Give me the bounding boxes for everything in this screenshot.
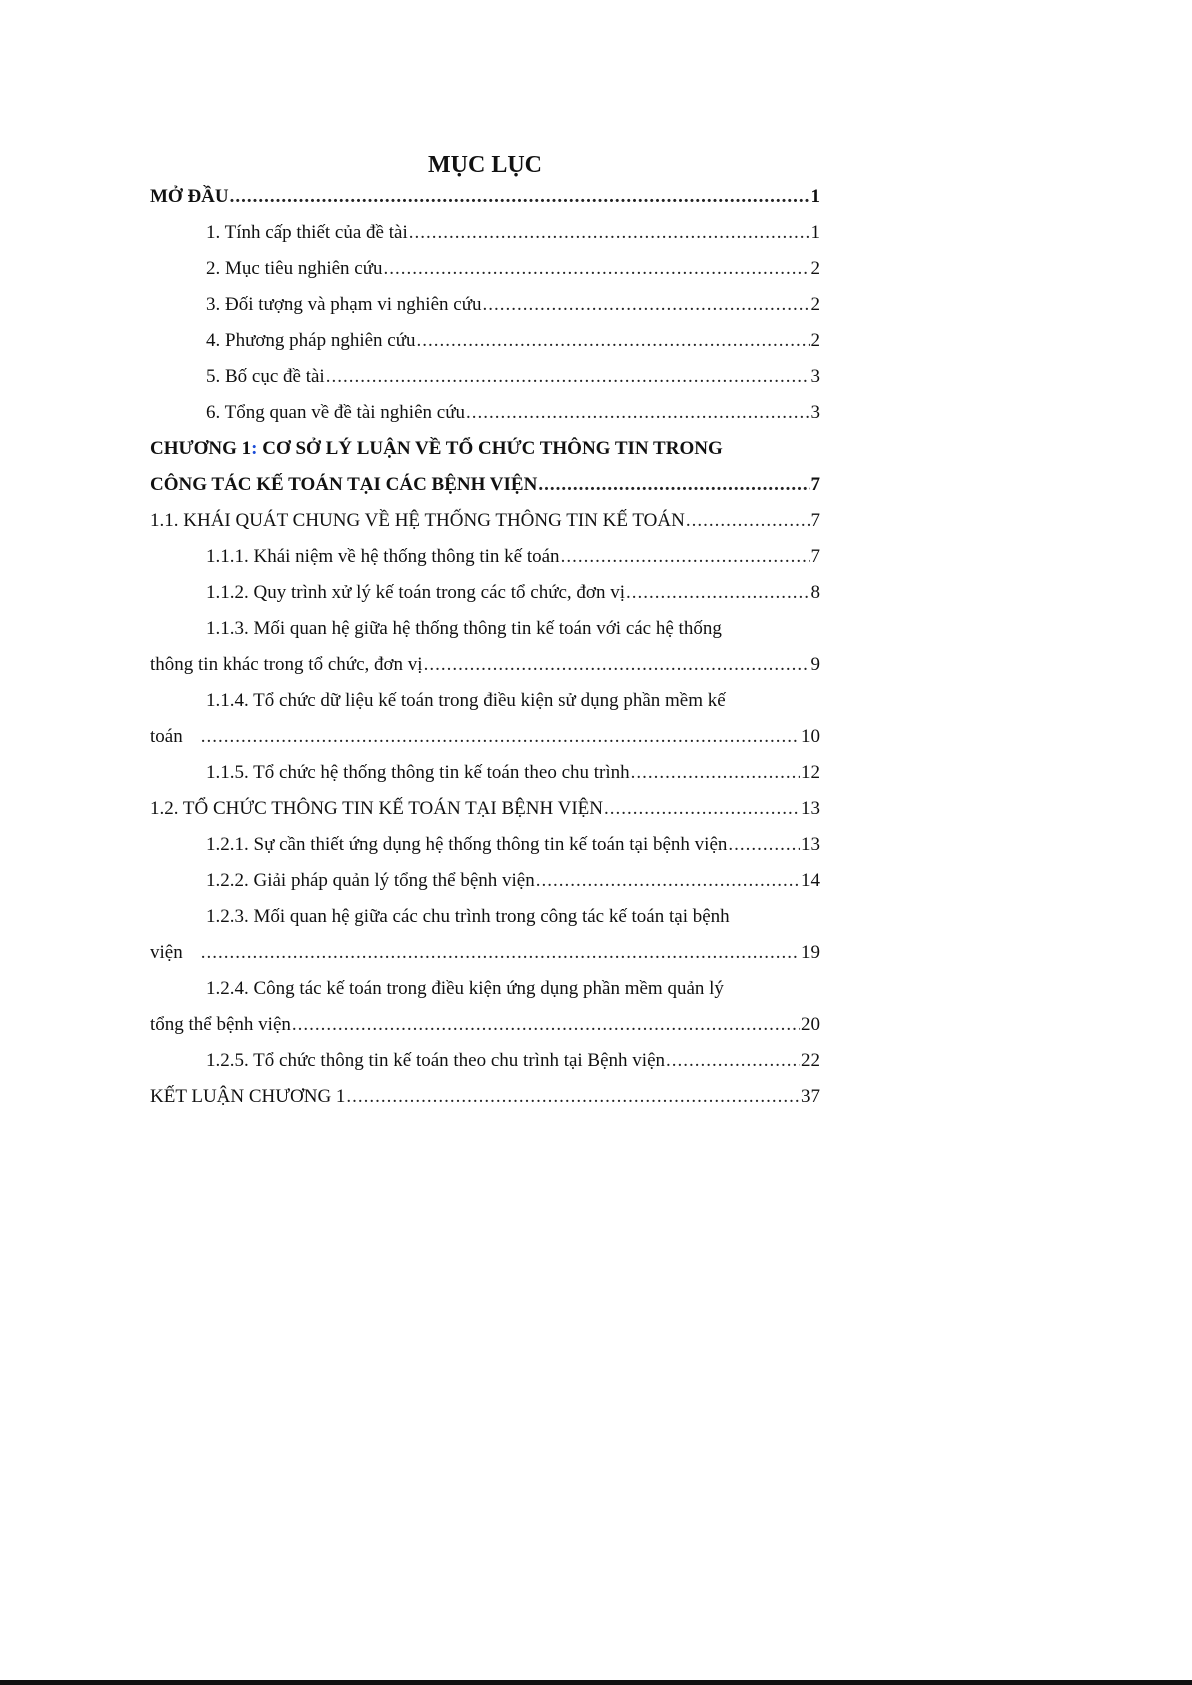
toc-page-number: 20 [801,1014,820,1035]
toc-entry[interactable] [150,1007,820,1043]
toc-entry-text: 1.2.4. Công tác kế toán trong điều kiện ứng dụng phần mềm quản lý [206,978,724,999]
dot-leader [728,827,800,863]
toc-entry-wrapped[interactable] [150,899,820,935]
toc-entry-text: 1.1.3. Mối quan hệ giữa hệ thống thông tin kế toán với các hệ thống [206,618,722,639]
toc-entry[interactable] [150,755,820,791]
dot-leader [561,539,810,575]
dot-leader [626,575,809,611]
toc-entry[interactable] [150,179,820,215]
toc-entry-text: KẾT LUẬN CHƯƠNG 1 [150,1086,346,1107]
dot-leader [631,755,800,791]
toc-entry[interactable] [150,467,820,503]
toc-entry-text: MỞ ĐẦU [150,186,229,207]
toc-entry-text [150,431,723,467]
dot-leader [417,323,810,359]
toc-page-number: 22 [801,1050,820,1071]
chapter-title-part: CƠ SỞ LÝ LUẬN VỀ TỔ CHỨC THÔNG TIN TRONG [257,438,723,459]
toc-entry[interactable] [150,791,820,827]
dot-leader [686,503,810,539]
toc-entry-text: viện [150,942,183,963]
toc-entry-text: toán [150,726,183,747]
toc-entry-text: 2. Mục tiêu nghiên cứu [206,258,383,279]
dot-leader [201,719,800,755]
toc-entry-wrapped[interactable] [150,971,820,1007]
toc-page-number: 2 [810,258,820,279]
toc-entry[interactable] [150,719,820,755]
toc-entry-text: CÔNG TÁC KẾ TOÁN TẠI CÁC BỆNH VIỆN [150,474,538,495]
toc-entry[interactable] [150,935,820,971]
chapter-colon: : [251,438,258,459]
toc-entry-text: 1.2.1. Sự cần thiết ứng dụng hệ thống thông tin kế toán tại bệnh viện [206,834,728,855]
dot-leader [536,863,800,899]
toc-entry[interactable] [150,395,820,431]
toc-title: MỤC LỤC [428,152,542,178]
toc-entry[interactable] [150,863,820,899]
toc-page-number: 13 [801,834,820,855]
dot-leader [384,251,810,287]
toc-entry-text: 1.2.2. Giải pháp quản lý tổng thể bệnh viện [206,870,535,891]
toc-entry[interactable] [150,575,820,611]
toc-page-number: 7 [810,510,820,531]
chapter-label: CHƯƠNG 1 [150,438,252,459]
toc-page-number: 3 [810,366,820,387]
page-bottom-rule [0,1680,1192,1685]
toc-entry[interactable] [150,647,820,683]
toc-entry-text: 5. Bố cục đề tài [206,366,325,387]
toc-entry[interactable] [150,251,820,287]
toc-entry-text: tổng thể bệnh viện [150,1014,291,1035]
toc-entry[interactable] [150,827,820,863]
dot-leader [538,467,809,503]
dot-leader [466,395,810,431]
toc-page-number: 14 [801,870,820,891]
toc-entry-text: 1.2.3. Mối quan hệ giữa các chu trình trong công tác kế toán tại bệnh [206,906,730,927]
dot-leader [292,1007,800,1043]
toc-entry-text: 1.1.1. Khái niệm về hệ thống thông tin kế toán [206,546,560,567]
toc-page-number: 1 [810,186,820,207]
toc-entry[interactable] [150,503,820,539]
toc-page-number: 2 [810,330,820,351]
toc-chapter-heading[interactable] [150,431,820,467]
toc-page-number: 7 [810,474,820,495]
toc-page-number: 7 [810,546,820,567]
toc-entry-text: 1.1.2. Quy trình xử lý kế toán trong các tổ chức, đơn vị [206,582,626,603]
dot-leader [409,215,810,251]
toc-page-number: 3 [810,402,820,423]
dot-leader [346,1079,800,1115]
toc-entry[interactable] [150,215,820,251]
toc-page-number: 2 [810,294,820,315]
toc-page-number: 9 [810,654,820,675]
dot-leader [230,179,810,215]
toc-page-number: 13 [801,798,820,819]
toc-page-number: 19 [801,942,820,963]
toc-page-number: 8 [810,582,820,603]
dot-leader [483,287,810,323]
toc-entry[interactable] [150,1079,820,1115]
toc-entry[interactable] [150,287,820,323]
dot-leader [201,935,800,971]
toc-entry-wrapped[interactable] [150,683,820,719]
toc-entry-text: 4. Phương pháp nghiên cứu [206,330,416,351]
toc-entry-text: 1.1.4. Tổ chức dữ liệu kế toán trong điều kiện sử dụng phần mềm kế [206,690,726,711]
toc-page-number: 1 [810,222,820,243]
toc-entry-text: 1. Tính cấp thiết của đề tài [206,222,408,243]
toc-entry-text: 1.2.5. Tổ chức thông tin kế toán theo chu trình tại Bệnh viện [206,1050,665,1071]
toc-entry[interactable] [150,1043,820,1079]
toc-page-number: 10 [801,726,820,747]
dot-leader [666,1043,800,1079]
toc-page-number: 12 [801,762,820,783]
toc-page-number: 37 [801,1086,820,1107]
toc-entry[interactable] [150,359,820,395]
dot-leader [424,647,810,683]
toc-entry-text: 1.2. TỔ CHỨC THÔNG TIN KẾ TOÁN TẠI BỆNH VIỆN [150,798,603,819]
toc-entry[interactable] [150,323,820,359]
toc-entry-text: thông tin khác trong tổ chức, đơn vị [150,654,423,675]
toc-entry-text: 1.1. KHÁI QUÁT CHUNG VỀ HỆ THỐNG THÔNG TIN KẾ TOÁN [150,510,685,531]
toc-entry[interactable] [150,539,820,575]
toc-entry-text: 1.1.5. Tổ chức hệ thống thông tin kế toán theo chu trình [206,762,630,783]
toc-entry-wrapped[interactable] [150,611,820,647]
dot-leader [326,359,810,395]
toc-entry-text: 6. Tổng quan về đề tài nghiên cứu [206,402,465,423]
toc-entry-text: 3. Đối tượng và phạm vi nghiên cứu [206,294,482,315]
dot-leader [604,791,800,827]
